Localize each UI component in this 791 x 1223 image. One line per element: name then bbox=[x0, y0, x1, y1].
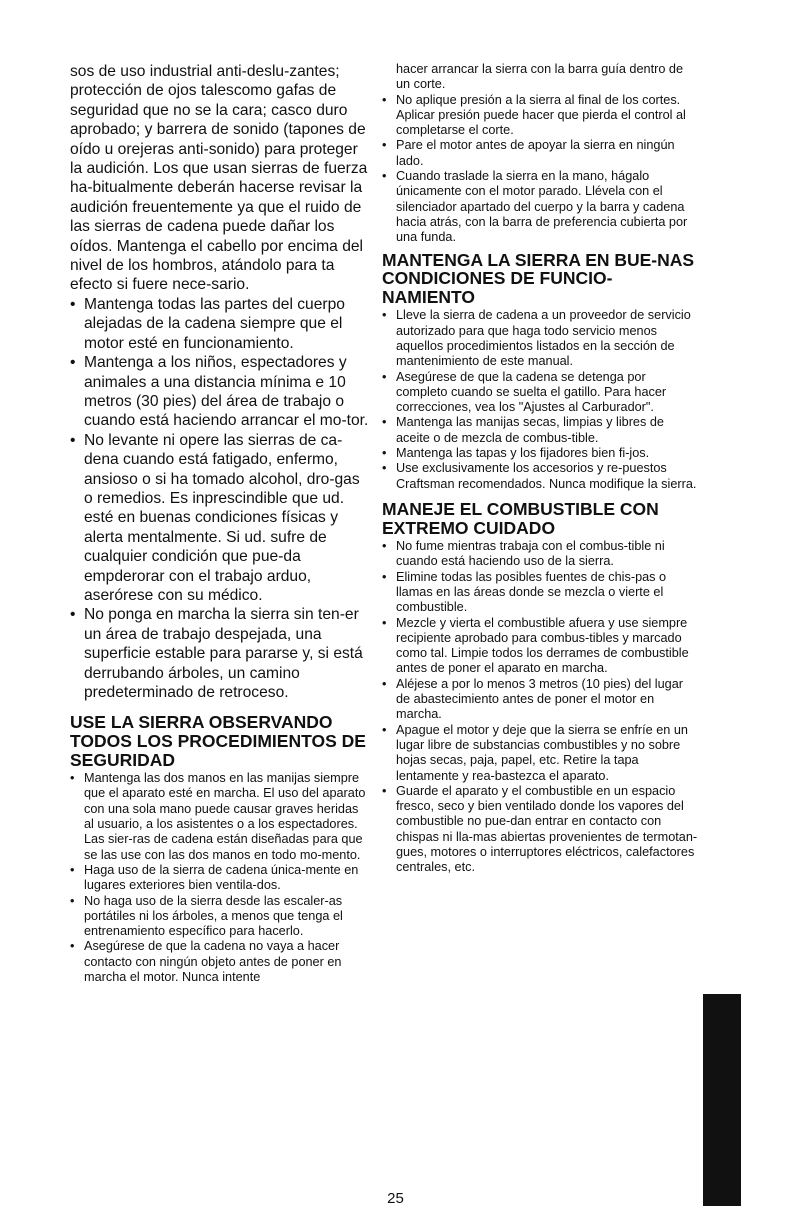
section-heading-use-saw: USE LA SIERRA OBSERVANDO TODOS LOS PROCEDIMIENTOS DE SEGURIDAD bbox=[70, 712, 366, 770]
list-item: • No haga uso de la sierra desde las escaler-as portátiles ni los árboles, a menos que tenga el entrenamiento específico para hacerlo. bbox=[70, 894, 370, 940]
left-column bbox=[70, 62, 370, 985]
left-bullet-list bbox=[70, 295, 370, 703]
right-column bbox=[382, 62, 700, 876]
left-intro-paragraph: sos de uso industrial anti-deslu-zantes; protección de ojos talescomo gafas de seguridad que no se la cara; casco duro aprobado; y barrera de sonido (tapones de oído u orejeras anti-sonido) para proteger la audición. Los que usan sierras de fuerza ha-bitualmente deberán hacerse revisar la audición freuentemente ya que el ruido de las sierras de cadena puede dañar los oídos. Mantenga el cabello por encima del nivel de los hombros, atándolo para ta efecto si fuere nece-sario. bbox=[70, 63, 368, 294]
section-heading-maintain-saw: MANTENGA LA SIERRA EN BUE-NAS CONDICIONES DE FUNCIO-NAMIENTO bbox=[382, 249, 695, 307]
page-number: 25 bbox=[387, 1190, 404, 1207]
list-item: • No aplique presión a la sierra al final de los cortes. Aplicar presión puede hacer que pierda el control al completarse el corte. bbox=[382, 93, 700, 139]
right-bullet-list bbox=[382, 93, 700, 246]
list-item: • Mantenga las tapas y los fijadores bien fi-jos. bbox=[382, 446, 700, 461]
use-saw-bullet-list bbox=[70, 771, 370, 985]
fuel-handling-bullet-list bbox=[382, 539, 700, 876]
list-item: • Cuando traslade la sierra en la mano, hágalo únicamente con el motor parado. Llévela con el silenciador apartado del cuerpo y la barra y cadena hacia atrás, con la barra de preferencia cubierta por una funda. bbox=[382, 169, 700, 245]
list-item: • Pare el motor antes de apoyar la sierra en ningún lado. bbox=[382, 138, 700, 169]
list-item: • No ponga en marcha la sierra sin ten-er un área de trabajo despejada, una superficie estable para pararse y, si está derrubando árboles, un camino predeterminado de retroceso. bbox=[70, 605, 370, 702]
list-item: • Mantenga todas las partes del cuerpo alejadas de la cadena siempre que el motor esté en funcionamiento. bbox=[70, 295, 370, 353]
list-item: • Mantenga las dos manos en las manijas siempre que el aparato esté en marcha. El uso del aparato con una sola mano puede causar graves heridas al usuario, a los asistentes o a los espectadores. Las sier-ras de cadena están diseñadas para que se las use con las dos manos en todo mo-mento. bbox=[70, 771, 370, 863]
list-item: • No fume mientras trabaja con el combus-tible ni cuando está haciendo uso de la sierra. bbox=[382, 539, 700, 570]
list-item: • Lleve la sierra de cadena a un proveedor de servicio autorizado para que haga todo servicio menos aquellos procedimientos listados en la sección de mantenimiento de este manual. bbox=[382, 308, 700, 369]
section-heading-fuel-handling: MANEJE EL COMBUSTIBLE CON EXTREMO CUIDADO bbox=[382, 498, 659, 538]
list-item: • No levante ni opere las sierras de ca-dena cuando está fatigado, enfermo, ansioso o si ha tomado alcohol, dro-gas o remedios. Es inprescindible que ud. esté en buenas condiciones físicas y alerta mentalmente. Si ud. sufre de cualquier condición que pue-da empderorar con el trabajo arduo, aserórese con su médico. bbox=[70, 431, 370, 606]
list-item: • Asegúrese de que la cadena no vaya a hacer contacto con ningún objeto antes de poner en marcha el motor. Nunca intente bbox=[70, 939, 370, 985]
list-item: • Haga uso de la sierra de cadena única-mente en lugares exteriores bien ventila-dos. bbox=[70, 863, 370, 894]
list-item: • Mantenga a los niños, espectadores y animales a una distancia mínima e 10 metros (30 pies) del área de trabajo o cuando está haciendo arrancar el mo-tor. bbox=[70, 353, 370, 431]
page-edge-tab-marker bbox=[703, 994, 741, 1206]
list-item: • Elimine todas las posibles fuentes de chis-pas o llamas en las áreas donde se mezcla o vierte el combustible. bbox=[382, 570, 700, 616]
list-item: • Mezcle y vierta el combustible afuera y use siempre recipiente aprobado para combus-tibles y marcado como tal. Limpie todos los derrames de combustible antes de poner el aparato en marcha. bbox=[382, 616, 700, 677]
list-item: • Mantenga las manijas secas, limpias y libres de aceite o de mezcla de combus-tible. bbox=[382, 415, 700, 446]
list-item: • Use exclusivamente los accesorios y re-puestos Craftsman recomendados. Nunca modifique la sierra. bbox=[382, 461, 700, 492]
list-item: • Apague el motor y deje que la sierra se enfríe en un lugar libre de substancias combustibles y no sobre hojas secas, paja, papel, etc. Retire la tapa lentamente y rea-bastezca el aparato. bbox=[382, 723, 700, 784]
maintain-saw-bullet-list bbox=[382, 308, 700, 492]
right-continuation-text: hacer arrancar la sierra con la barra guía dentro de un corte. bbox=[396, 62, 684, 92]
list-item: • Aléjese a por lo menos 3 metros (10 pies) del lugar de abastecimiento antes de poner el motor en marcha. bbox=[382, 677, 700, 723]
list-item: • Guarde el aparato y el combustible en un espacio fresco, seco y bien ventilado donde los vapores del combustible no pue-dan entrar en contacto con chispas ni lla-mas abiertas provenientes de termotan-gues, motores o interruptores eléctricos, calefactores centrales, etc. bbox=[382, 784, 700, 876]
list-item: • Asegúrese de que la cadena se detenga por completo cuando se suelta el gatillo. Para hacer correcciones, vea los "Ajustes al Carburador". bbox=[382, 370, 700, 416]
